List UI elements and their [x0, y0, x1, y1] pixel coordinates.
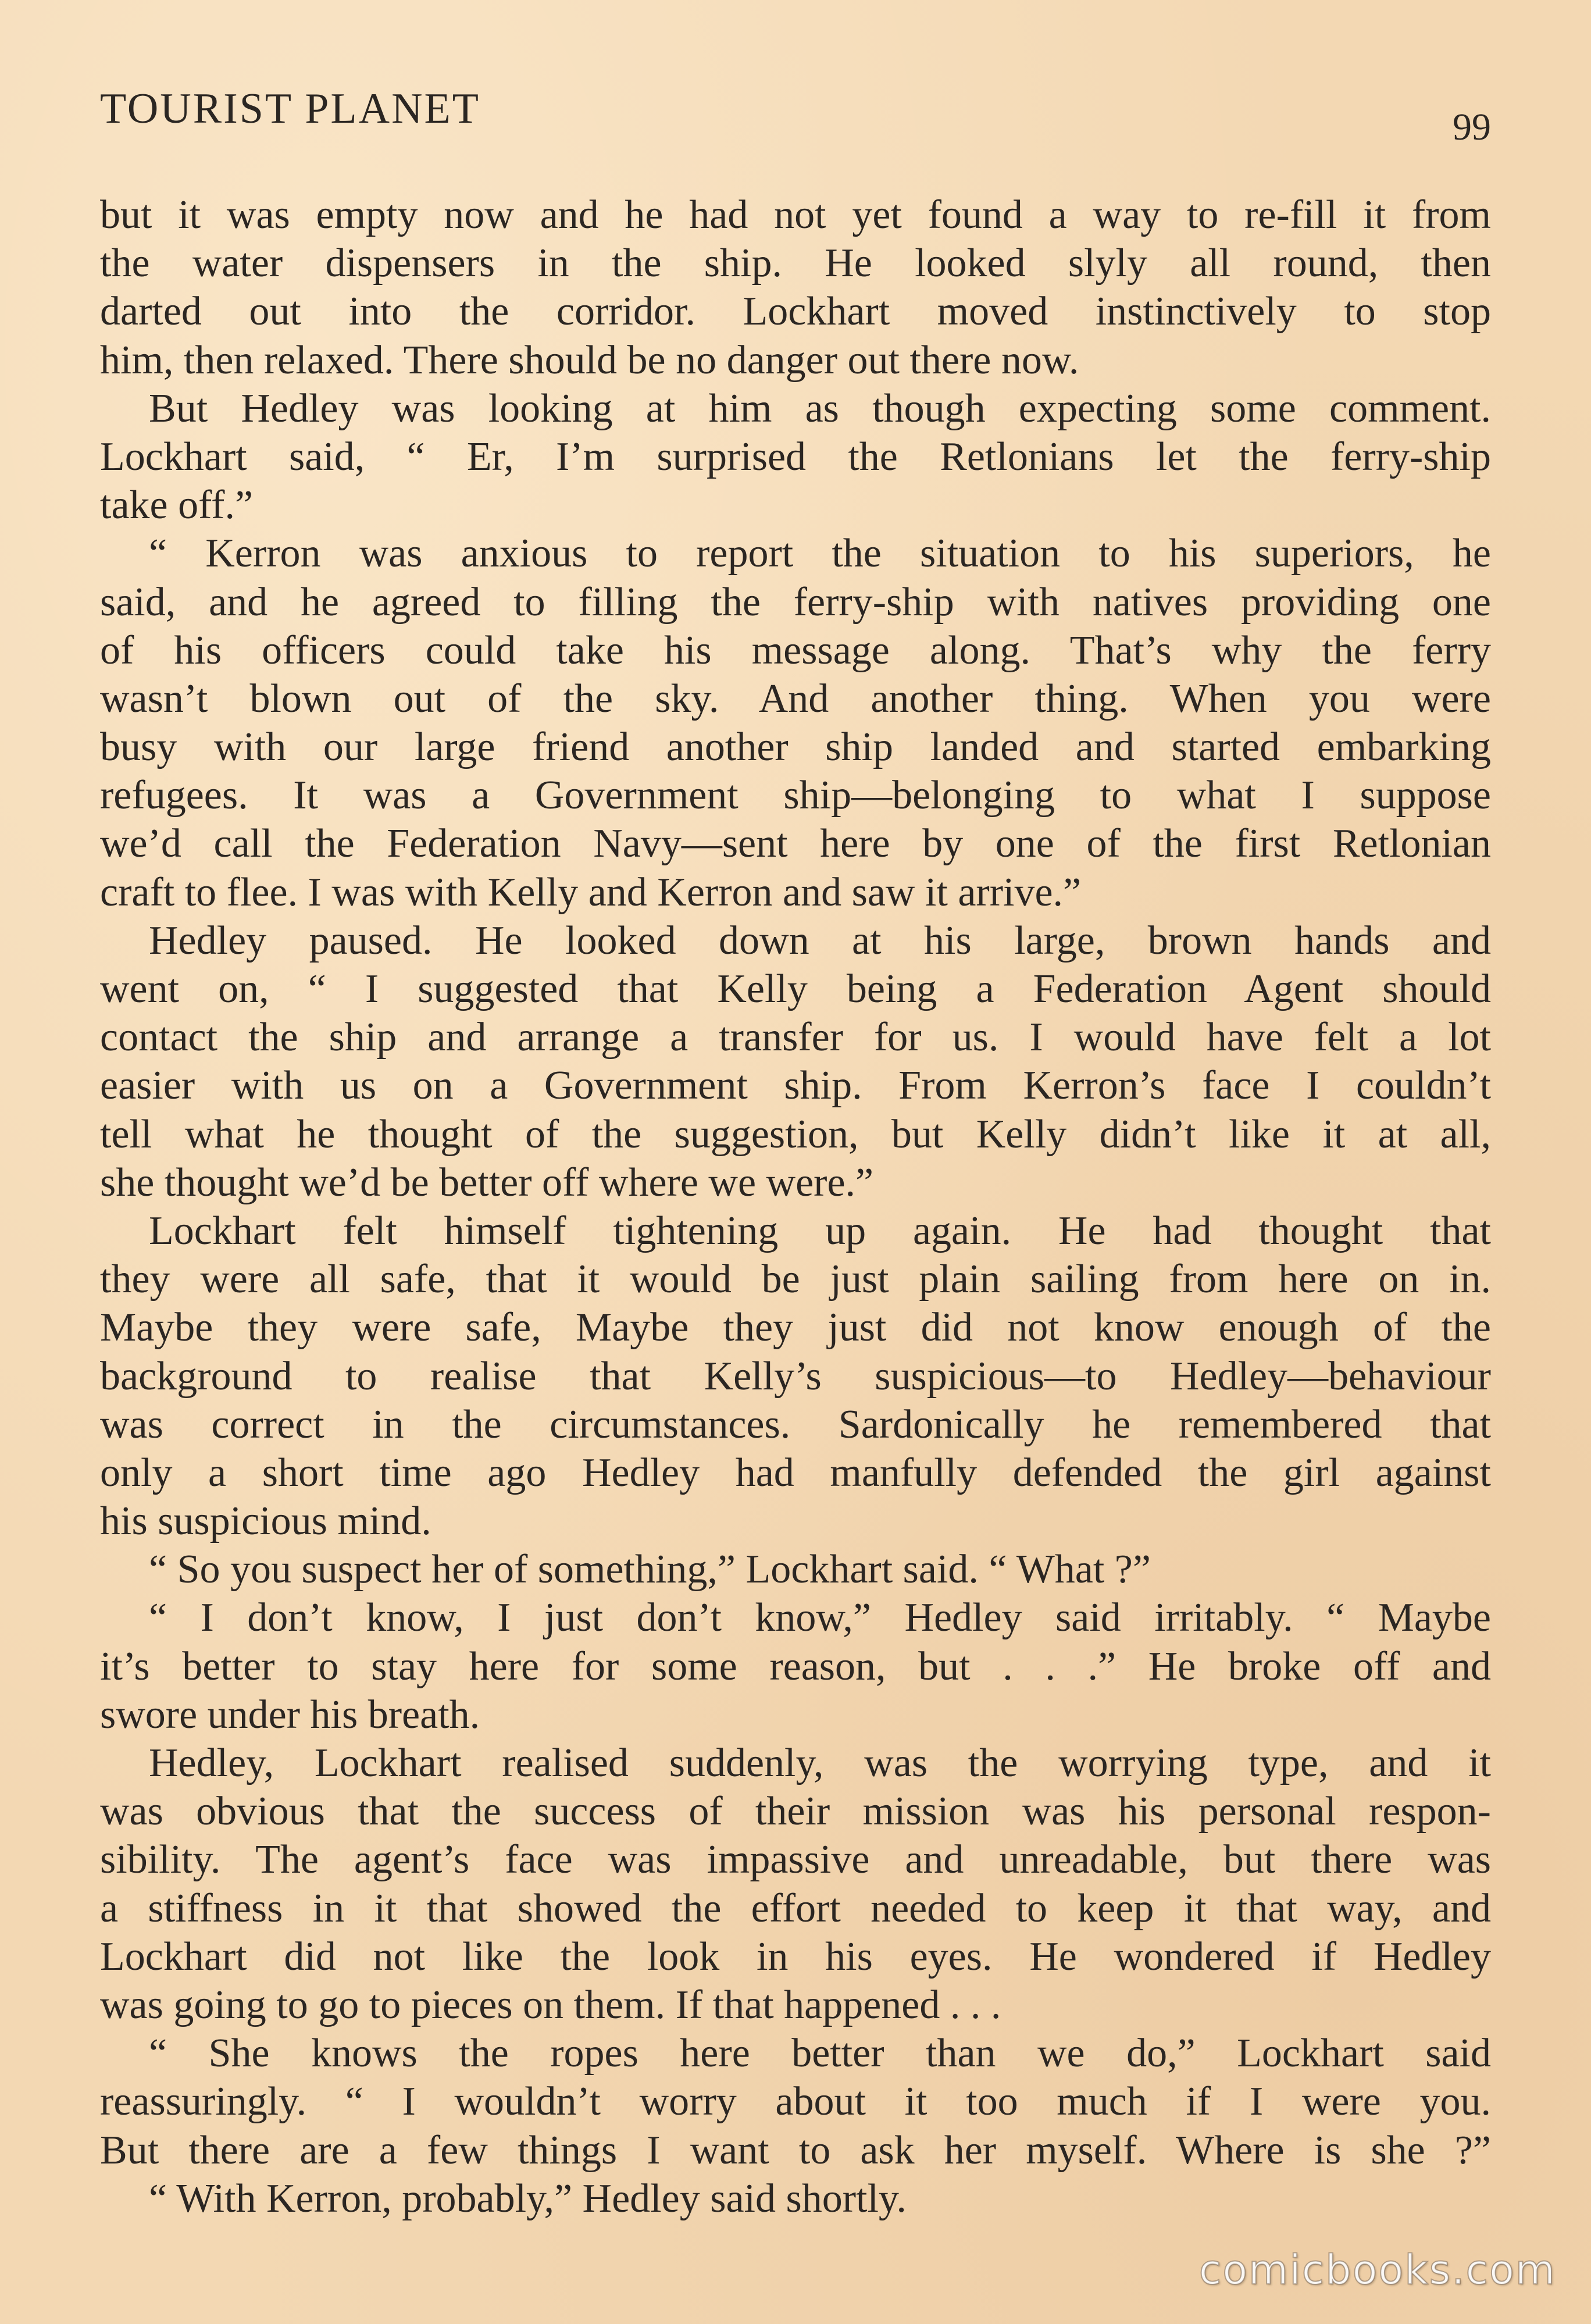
page-number: 99	[1453, 106, 1491, 148]
body-text	[100, 191, 1491, 2223]
text-line: But there are a few things I want to ask her myself. Where is she ?”	[100, 2127, 1491, 2173]
text-line: craft to flee. I was with Kelly and Kerron and saw it arrive.”	[100, 869, 1082, 915]
text-line: Lockhart felt himself tightening up again. He had thought that	[149, 1208, 1491, 1253]
text-line: a stiffness in it that showed the effort needed to keep it that way, and	[100, 1885, 1491, 1931]
text-line: but it was empty now and he had not yet found a way to re-fill it from	[100, 193, 1491, 237]
text-line: Maybe they were safe, Maybe they just did not know enough of the	[100, 1305, 1491, 1350]
text-line: “ I don’t know, I just don’t know,” Hedley said irritably. “ Maybe	[149, 1595, 1491, 1641]
text-line: Hedley, Lockhart realised suddenly, was the worrying type, and it	[149, 1741, 1491, 1785]
text-line: “ She knows the ropes here better than we do,” Lockhart said	[149, 2031, 1491, 2076]
text-line: busy with our large friend another ship landed and started embarking	[100, 725, 1491, 770]
text-line: was going to go to pieces on them. If that happened . . .	[100, 1982, 1001, 2027]
text-line: Lockhart said, “ Er, I’m surprised the Retlonians let the ferry-ship	[100, 434, 1491, 479]
text-line: contact the ship and arrange a transfer for us. I would have felt a lot	[100, 1015, 1491, 1060]
text-line: she thought we’d be better off where we were.”	[100, 1160, 874, 1205]
text-line: take off.”	[100, 483, 254, 528]
text-line: they were all safe, that it would be just plain sailing from here on in.	[100, 1257, 1491, 1302]
text-line: him, then relaxed. There should be no danger out there now.	[100, 337, 1079, 383]
text-line: “ Kerron was anxious to report the situation to his superiors, he	[149, 531, 1491, 576]
text-line: wasn’t blown out of the sky. And another thing. When you were	[100, 676, 1491, 721]
running-head: TOURIST PLANET	[100, 85, 480, 133]
text-line: “ So you suspect her of something,” Lockhart said. “ What ?”	[149, 1547, 1151, 1592]
text-line: background to realise that Kelly’s suspicious—to Hedley—behaviour	[100, 1353, 1491, 1399]
watermark: comicbooks.com	[1198, 2246, 1556, 2294]
text-line: Hedley paused. He looked down at his large, brown hands and	[149, 918, 1491, 963]
text-line: was obvious that the success of their mission was his personal respon-	[100, 1789, 1491, 1834]
text-line: But Hedley was looking at him as though expecting some comment.	[149, 386, 1491, 431]
text-line: said, and he agreed to filling the ferry-ship with natives providing one	[100, 579, 1491, 625]
text-line: swore under his breath.	[100, 1692, 480, 1737]
text-line: was correct in the circumstances. Sardonically he remembered that	[100, 1402, 1491, 1447]
text-line: we’d call the Federation Navy—sent here by one of the first Retlonian	[100, 821, 1491, 867]
text-line: Lockhart did not like the look in his eyes. He wondered if Hedley	[100, 1934, 1491, 1979]
text-line: the water dispensers in the ship. He looked slyly all round, then	[100, 241, 1491, 286]
text-line: went on, “ I suggested that Kelly being a Federation Agent should	[100, 967, 1491, 1011]
text-line: sibility. The agent’s face was impassive and unreadable, but there was	[100, 1837, 1491, 1883]
text-line: darted out into the corridor. Lockhart moved instinctively to stop	[100, 289, 1491, 334]
text-line: of his officers could take his message along. That’s why the ferry	[100, 628, 1491, 673]
text-line: it’s better to stay here for some reason, but . . .” He broke off and	[100, 1644, 1491, 1689]
text-line: “ With Kerron, probably,” Hedley said shortly.	[149, 2176, 907, 2221]
text-line: tell what he thought of the suggestion, but Kelly didn’t like it at all,	[100, 1111, 1491, 1157]
text-line: his suspicious mind.	[100, 1499, 431, 1544]
text-line: easier with us on a Government ship. From Kerron’s face I couldn’t	[100, 1063, 1491, 1108]
text-line: only a short time ago Hedley had manfully defended the girl against	[100, 1450, 1491, 1495]
text-line: reassuringly. “ I wouldn’t worry about it too much if I were you.	[100, 2079, 1491, 2125]
text-line: refugees. It was a Government ship—belonging to what I suppose	[100, 773, 1491, 818]
